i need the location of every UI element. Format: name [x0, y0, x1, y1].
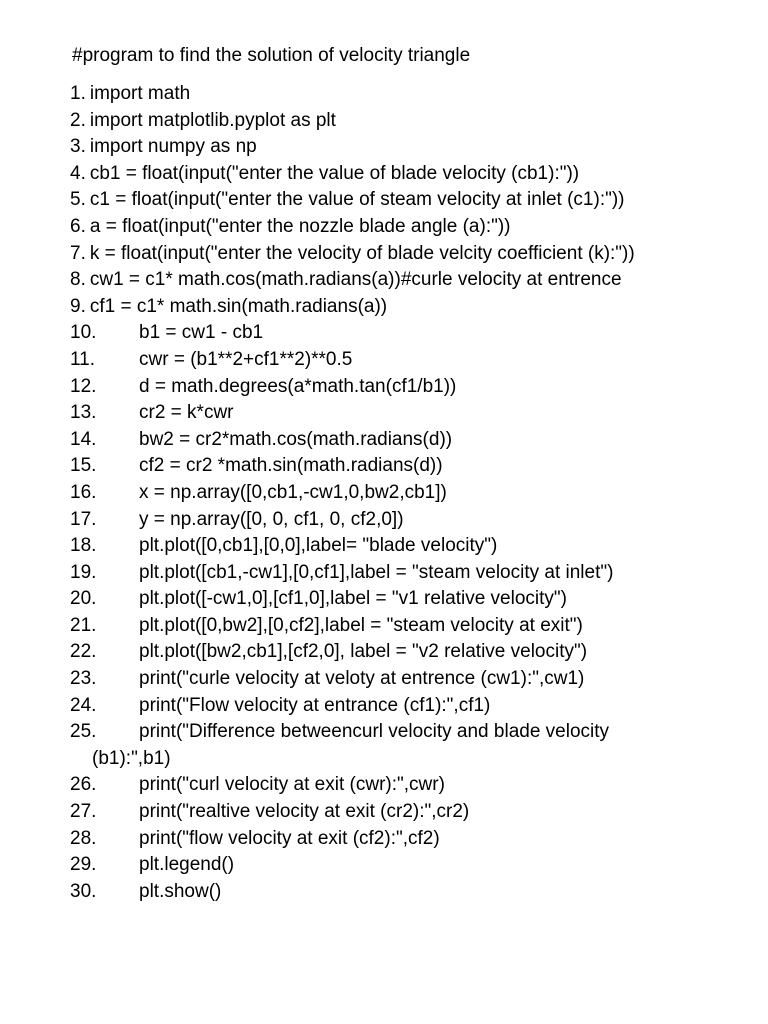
line-text: d = math.degrees(a*math.tan(cf1/b1)) [139, 375, 457, 397]
line-text: print("curle velocity at veloty at entrence (cw1):",cw1) [139, 668, 585, 690]
code-line-15 [70, 453, 750, 480]
code-line-12 [70, 374, 750, 401]
line-number: 10. [70, 322, 97, 344]
line-text: print("flow velocity at exit (cf2):",cf2) [139, 827, 440, 849]
line-text: y = np.array([0, 0, cf1, 0, cf2,0]) [139, 508, 404, 530]
line-text: k = float(input("enter the velocity of blade velcity coefficient (k):")) [89, 242, 635, 264]
line-text: cb1 = float(input("enter the value of blade velocity (cb1):")) [89, 162, 580, 184]
line-text: plt.plot([-cw1,0],[cf1,0],label = "v1 relative velocity") [139, 588, 567, 610]
line-number: 24. [70, 694, 97, 716]
code-line-29 [70, 852, 750, 879]
code-line-20 [70, 586, 750, 613]
code-line-19 [70, 560, 750, 587]
line-number: 26. [70, 774, 97, 796]
line-number: 29. [70, 854, 97, 876]
code-line-10 [70, 320, 750, 347]
code-line-2 [70, 108, 750, 135]
line-text: plt.legend() [139, 854, 235, 876]
line-number: 21. [70, 614, 97, 636]
code-line-30 [70, 879, 750, 906]
line-text: import numpy as np [89, 136, 257, 158]
line-text: cw1 = c1* math.cos(math.radians(a))#curle velocity at entrence [89, 269, 622, 291]
line-number: 7. [70, 242, 86, 264]
line-text: cf2 = cr2 *math.sin(math.radians(d)) [139, 455, 443, 477]
code-line-9 [70, 294, 750, 321]
code-line-14 [70, 427, 750, 454]
code-line-23 [70, 666, 750, 693]
line-number: 20. [70, 588, 97, 610]
code-line-6 [70, 214, 750, 241]
code-line-18 [70, 533, 750, 560]
line-text: print("realtive velocity at exit (cr2):",cr2) [139, 801, 470, 823]
line-text: cr2 = k*cwr [139, 402, 234, 424]
line-number: 3. [70, 136, 86, 158]
code-line-5 [70, 187, 750, 214]
code-line-16 [70, 480, 750, 507]
code-listing [70, 81, 750, 905]
line-number: 17. [70, 508, 97, 530]
code-line-22 [70, 639, 750, 666]
code-line-28 [70, 826, 750, 853]
line-text: x = np.array([0,cb1,-cw1,0,bw2,cb1]) [139, 481, 447, 503]
line-number: 15. [70, 455, 97, 477]
line-text: plt.show() [139, 880, 222, 902]
line-text: plt.plot([cb1,-cw1],[0,cf1],label = "steam velocity at inlet") [139, 561, 614, 583]
line-number: 13. [70, 402, 97, 424]
line-number: 12. [70, 375, 97, 397]
line-number: 2. [70, 109, 86, 131]
line-text: print("curl velocity at exit (cwr):",cwr) [139, 774, 445, 796]
code-line-7 [70, 241, 750, 268]
line-text: a = float(input("enter the nozzle blade angle (a):")) [89, 215, 511, 237]
code-line-3 [70, 134, 750, 161]
line-number: 5. [70, 189, 86, 211]
line-number: 6. [70, 215, 86, 237]
line-number: 8. [70, 269, 86, 291]
line-number: 25. [70, 721, 97, 743]
code-line-8 [70, 267, 750, 294]
line-number: 28. [70, 827, 97, 849]
line-text: import math [89, 83, 191, 104]
line-text: c1 = float(input("enter the value of steam velocity at inlet (c1):")) [89, 189, 625, 211]
line-text: print("Difference betweencurl velocity and blade velocity [139, 721, 610, 743]
line-text: import matplotlib.pyplot as plt [89, 109, 336, 131]
line-number: 18. [70, 535, 97, 557]
code-line-11 [70, 347, 750, 374]
line-number: 4. [70, 162, 86, 184]
code-line-27 [70, 799, 750, 826]
line-number: 11. [70, 348, 96, 370]
code-line-25-continuation: (b1):",b1) [92, 747, 171, 769]
code-line-13 [70, 400, 750, 427]
line-number: 27. [70, 801, 97, 823]
code-line-25 [70, 719, 750, 746]
line-number: 9. [70, 295, 86, 317]
line-number: 14. [70, 428, 97, 450]
line-text: plt.plot([bw2,cb1],[cf2,0], label = "v2 relative velocity") [139, 641, 588, 663]
line-number: 16. [70, 481, 97, 503]
code-line-4 [70, 161, 750, 188]
line-number: 23. [70, 668, 97, 690]
line-text: cwr = (b1**2+cf1**2)**0.5 [139, 348, 353, 370]
line-number: 1. [70, 83, 86, 104]
line-text: plt.plot([0,bw2],[0,cf2],label = "steam velocity at exit") [139, 614, 583, 636]
line-text: print("Flow velocity at entrance (cf1):",cf1) [139, 694, 491, 716]
line-text: cf1 = c1* math.sin(math.radians(a)) [89, 295, 388, 317]
line-number: 30. [70, 880, 97, 902]
line-text: bw2 = cr2*math.cos(math.radians(d)) [139, 428, 453, 450]
line-text: plt.plot([0,cb1],[0,0],label= "blade velocity") [139, 535, 498, 557]
line-text: b1 = cw1 - cb1 [139, 322, 264, 344]
code-line-17 [70, 507, 750, 534]
line-number: 22. [70, 641, 97, 663]
code-line-21 [70, 613, 750, 640]
code-line-24 [70, 693, 750, 720]
line-number: 19. [70, 561, 97, 583]
code-line-1 [70, 81, 750, 108]
code-line-26 [70, 772, 750, 799]
program-heading: #program to find the solution of velocity triangle [72, 45, 471, 66]
